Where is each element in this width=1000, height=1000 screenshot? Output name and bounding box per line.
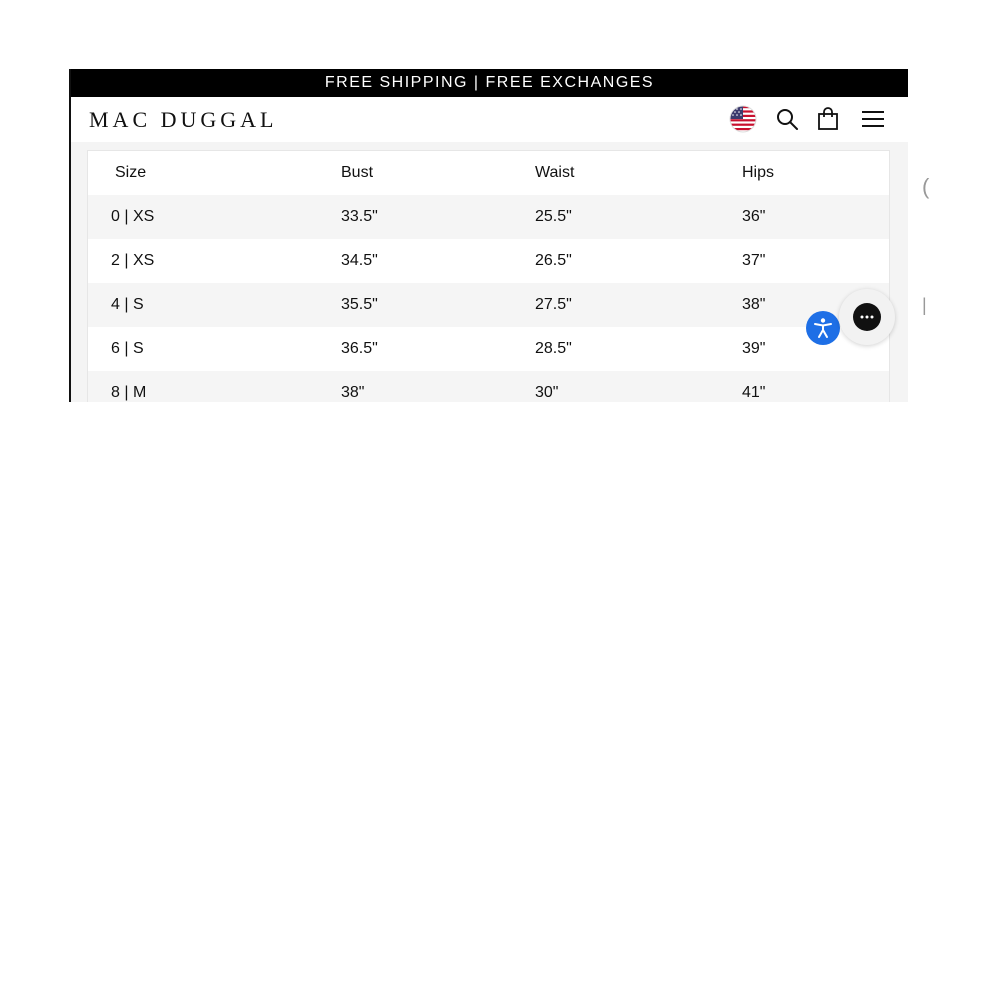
hamburger-menu-icon[interactable] (858, 104, 888, 134)
hips-cell: 36" (742, 208, 766, 225)
table-row (88, 195, 889, 239)
table-header-row (88, 151, 889, 195)
bust-cell: 36.5" (341, 340, 378, 357)
waist-cell: 27.5" (535, 296, 572, 313)
hips-cell: 38" (742, 296, 766, 313)
size-cell: 4 | S (111, 296, 144, 313)
column-header-bust: Bust (341, 164, 374, 181)
search-icon[interactable] (772, 104, 802, 134)
table-row (88, 283, 889, 327)
waist-cell: 26.5" (535, 252, 572, 269)
bust-cell: 35.5" (341, 296, 378, 313)
table-row (88, 239, 889, 283)
shopping-bag-icon[interactable] (813, 104, 843, 134)
hips-cell: 37" (742, 252, 766, 269)
size-cell: 2 | XS (111, 252, 155, 269)
waist-cell: 30" (535, 384, 559, 401)
page-viewport (69, 69, 908, 402)
chat-bubble-inner (853, 303, 881, 331)
us-flag-icon[interactable] (728, 104, 758, 134)
size-cell: 6 | S (111, 340, 144, 357)
size-cell: 8 | M (111, 384, 147, 401)
table-row (88, 327, 889, 371)
hips-cell: 41" (742, 384, 766, 401)
column-header-hips: Hips (742, 164, 775, 181)
column-header-size: Size (115, 164, 147, 181)
size-chart-table (87, 150, 890, 402)
bust-cell: 38" (341, 384, 365, 401)
accessibility-icon[interactable] (806, 311, 840, 345)
offscreen-glyph: ( (922, 174, 930, 199)
promo-banner-text: FREE SHIPPING | FREE EXCHANGES (324, 74, 655, 91)
chat-bubble-icon[interactable] (839, 289, 895, 345)
table-row (88, 371, 889, 402)
waist-cell: 25.5" (535, 208, 572, 225)
waist-cell: 28.5" (535, 340, 572, 357)
brand-logo[interactable]: MAC DUGGAL (89, 107, 278, 132)
promo-banner[interactable] (71, 69, 908, 97)
bust-cell: 33.5" (341, 208, 378, 225)
hips-cell: 39" (742, 340, 766, 357)
column-header-waist: Waist (535, 164, 575, 181)
site-header (71, 97, 908, 142)
offscreen-glyph: | (922, 295, 927, 315)
bust-cell: 34.5" (341, 252, 378, 269)
size-cell: 0 | XS (111, 208, 155, 225)
